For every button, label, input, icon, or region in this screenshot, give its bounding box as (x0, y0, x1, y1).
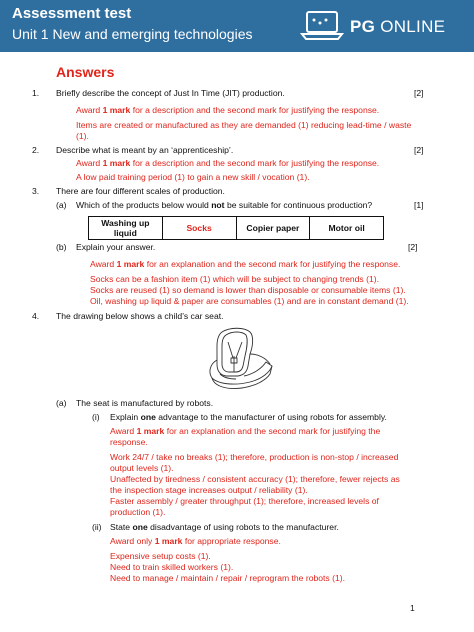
q4aii-answer-2: Need to train skilled workers (1). (110, 562, 234, 572)
q4ai-text-1: Explain (110, 412, 141, 422)
q4aii-text (110, 522, 339, 533)
q4ai-answer-3: Unaffected by tiredness / consistent accuracy (1); therefore, fewer rejects as (110, 474, 400, 484)
q3b-award-a: Award (90, 259, 117, 269)
q1-marks: [2] (414, 88, 424, 98)
q3a-text-1: Which of the products below would (76, 200, 212, 210)
car-seat-drawing (200, 326, 280, 392)
header-banner (0, 0, 474, 52)
q2-award-a: Award (76, 158, 103, 168)
q4-number: 4. (32, 311, 40, 321)
q2-answer-1: A low paid training period (1) to gain a new skill / vocation (1). (76, 172, 310, 182)
q1-answer-2: (1). (76, 131, 89, 141)
q4ai-award-c: for an explanation and the second mark for justifying the (164, 426, 381, 436)
document-subtitle: Unit 1 New and emerging technologies (12, 26, 253, 42)
q3a-text-2: be suitable for continuous production? (224, 200, 373, 210)
q4ai-award-d: response. (110, 437, 148, 447)
q1-text: Briefly describe the concept of Just In Time (JIT) production. (56, 88, 285, 98)
table-cell-copier-paper: Copier paper (237, 217, 311, 239)
q4aii-answer-3: Need to manage / maintain / repair / reprogram the robots (1). (110, 573, 346, 583)
q2-text: Describe what is meant by an ‘apprenticeship’. (56, 145, 234, 155)
q1-award-c: for a description and the second mark for justifying the response. (130, 105, 380, 115)
q4ai-text-bold: one (140, 412, 156, 422)
q3-text: There are four different scales of production. (56, 186, 225, 196)
q3b-award-c: for an explanation and the second mark for justifying the response. (144, 259, 401, 269)
logo-wordmark (350, 17, 445, 37)
page-number: 1 (410, 603, 415, 613)
q1-award-a: Award (76, 105, 103, 115)
products-table (88, 216, 384, 240)
q3a-label: (a) (56, 200, 67, 210)
q4aii-text-1: State (110, 522, 133, 532)
q4aii-answer-1: Expensive setup costs (1). (110, 551, 211, 561)
laptop-icon (300, 9, 346, 41)
q4ai-text-2: advantage to the manufacturer of using robots for assembly. (155, 412, 387, 422)
q4aii-award-a: Award only (110, 536, 155, 546)
q4aii-text-bold: one (132, 522, 148, 532)
table-cell-washing-up-liquid: Washing up liquid (89, 217, 163, 239)
q3a-marks: [1] (414, 200, 424, 210)
q3b-text: Explain your answer. (76, 242, 156, 252)
document-title: Assessment test (12, 5, 132, 22)
q3b-marks: [2] (408, 242, 418, 252)
q2-award (76, 158, 379, 169)
q4ai-award-b: 1 mark (136, 426, 165, 436)
q1-award-b: 1 mark (102, 105, 131, 115)
q4a-text: The seat is manufactured by robots. (76, 398, 214, 408)
logo-bold: PG (350, 17, 376, 36)
q2-marks: [2] (414, 145, 424, 155)
q4a-label: (a) (56, 398, 67, 408)
pg-online-logo (300, 9, 468, 43)
q3b-answer-2: Socks are reused (1) so demand is lower than disposable or consumable items (1). (90, 285, 406, 295)
q4aii-label: (ii) (92, 522, 102, 532)
q4aii-award-c: for appropriate response. (182, 536, 281, 546)
q2-award-b: 1 mark (102, 158, 131, 168)
q3b-label: (b) (56, 242, 67, 252)
q3a-text (76, 200, 372, 211)
q3b-award (90, 259, 400, 270)
q4aii-text-2: disadvantage of using robots to the manufacturer. (147, 522, 339, 532)
q4aii-award-b: 1 mark (154, 536, 183, 546)
q4-text: The drawing below shows a child’s car seat. (56, 311, 224, 321)
q3b-answer-1: Socks can be a fashion item (1) which will be subject to changing trends (1). (90, 274, 379, 284)
q1-answer-1: Items are created or manufactured as they are demanded (1) reducing lead-time / waste (76, 120, 412, 130)
q4ai-award (110, 426, 380, 437)
logo-thin: ONLINE (380, 17, 446, 36)
q2-number: 2. (32, 145, 40, 155)
q4aii-award (110, 536, 281, 547)
q4ai-text (110, 412, 387, 423)
q1-number: 1. (32, 88, 40, 98)
q1-award (76, 105, 379, 116)
q4ai-answer-5: Faster assembly / greater throughput (1); therefore, increased levels of (110, 496, 379, 506)
q4ai-label: (i) (92, 412, 100, 422)
table-cell-motor-oil: Motor oil (328, 223, 365, 233)
q3a-text-bold: not (211, 200, 225, 210)
q3b-answer-3: Oil, washing up liquid & paper are consumables (1) and are in constant demand (1). (90, 296, 409, 306)
q4ai-answer-6: production (1). (110, 507, 166, 517)
q4ai-award-a: Award (110, 426, 137, 436)
q3b-award-b: 1 mark (116, 259, 145, 269)
q4ai-answer-2: output levels (1). (110, 463, 174, 473)
q3-number: 3. (32, 186, 40, 196)
q4ai-answer-4: the inspection stage increases output / reliability (1). (110, 485, 308, 495)
q4ai-answer-1: Work 24/7 / take no breaks (1); therefore, production is non-stop / increased (110, 452, 399, 462)
answers-heading: Answers (56, 64, 115, 80)
table-cell-socks: Socks (163, 217, 237, 239)
q2-award-c: for a description and the second mark for justifying the response. (130, 158, 380, 168)
